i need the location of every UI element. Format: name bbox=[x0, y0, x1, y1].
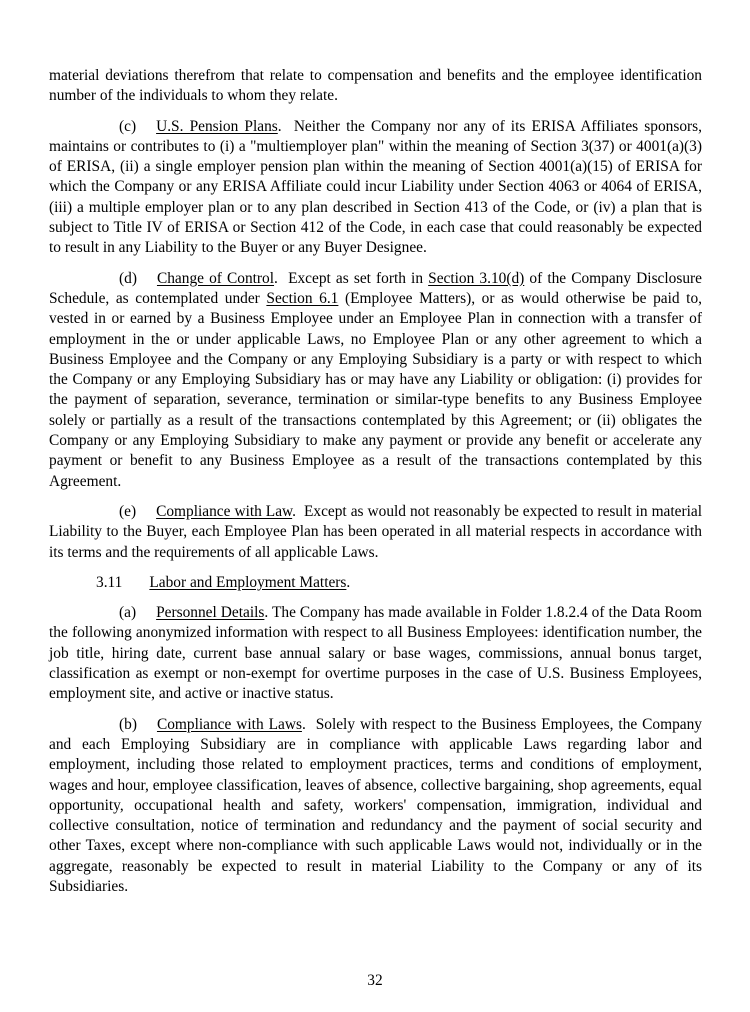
clause-body: . Solely with respect to the Business Employees, the Company and each Employing Subsidiary are in compliance with applicable Laws regarding labor and employment, including those related to employment practices, terms and conditions of employment, wages and hour, employee classification, leaves of absence, collective bargaining, shop agreements, equal opportunity, occupational health and safety, workers' compensation, immigration, individual and collective consultation, notice of termination and redundancy and the payment of social security and other Taxes, except where non-compliance with such applicable Laws would not, individually or in the aggregate, reasonably be expected to result in material Liability to the Company or any of its Subsidiaries. bbox=[49, 715, 702, 895]
clause-heading: Personnel Details bbox=[156, 604, 265, 622]
paragraph-text: material deviations therefrom that relate to compensation and benefits and the employee identification number of the individuals to whom they relate. bbox=[49, 67, 702, 105]
paragraph-b bbox=[49, 715, 702, 898]
section-number: 3.11 bbox=[96, 573, 123, 591]
clause-heading: U.S. Pension Plans bbox=[156, 117, 278, 135]
page-footer bbox=[0, 971, 750, 991]
paragraph-e bbox=[49, 502, 702, 563]
clause-body: . Neither the Company nor any of its ERISA Affiliates sponsors, maintains or contributes to (i) a "multiemployer plan" within the meaning of Section 3(37) or 4001(a)(3) of ERISA, (ii) a single employer pension plan within the meaning of Section 4001(a)(15) of ERISA for which the Company or any ERISA Affiliate could incur Liability under Section 4063 or 4064 of ERISA, (iii) a multiple employer plan or to any plan described in Section 413 of the Code, or (iv) a plan that is subject to Title IV of ERISA or Section 412 of the Code, in each case that could reasonably be expected to result in any Liability to the Buyer or any Buyer Designee. bbox=[49, 117, 702, 257]
clause-body: . Except as would not reasonably be expected to result in material Liability to the Buyer, each Employee Plan has been operated in all material respects in accordance with its terms and the requirements of all applicable Laws. bbox=[49, 502, 702, 561]
section-reference: Section 3.10(d) bbox=[428, 269, 525, 287]
clause-heading: Compliance with Law bbox=[156, 502, 293, 520]
clause-body: . Except as set forth in bbox=[274, 269, 429, 287]
clause-heading: Compliance with Laws bbox=[156, 715, 302, 733]
paragraph-c bbox=[49, 117, 702, 259]
clause-label: (a) bbox=[119, 604, 137, 622]
clause-heading: Change of Control bbox=[156, 269, 275, 287]
paragraph-continuation bbox=[49, 66, 702, 107]
section-title-period: . bbox=[346, 573, 351, 591]
paragraph-a bbox=[49, 603, 702, 704]
clause-label: (c) bbox=[119, 117, 137, 135]
page-number: 32 bbox=[367, 972, 383, 989]
clause-body: (Employee Matters), or as would otherwise be paid to, vested in or earned by a Business Employee under an Employee Plan in connection with a transfer of employment in the or under applicable Laws, no Employee Plan or any other agreement to which a Business Employee and the Company or any Employing Subsidiary is a party or with respect to which the Company or any Employing Subsidiary has or may have any Liability or obligation: (i) provides for the payment of separation, severance, termination or similar-type benefits to any Business Employee solely or partially as a result of the transactions contemplated by this Agreement; or (ii) obligates the Company or any Employing Subsidiary to make any payment or provide any benefit or accelerate any payment or benefit to any Business Employee as a result of the transactions contemplated by this Agreement. bbox=[49, 289, 702, 490]
clause-label: (b) bbox=[119, 715, 137, 733]
section-heading-3-11 bbox=[49, 573, 702, 593]
page-content bbox=[49, 66, 702, 907]
section-reference: Section 6.1 bbox=[266, 289, 339, 307]
clause-label: (e) bbox=[119, 502, 137, 520]
clause-label: (d) bbox=[119, 269, 137, 287]
clause-body: . The Company has made available in Folder 1.8.2.4 of the Data Room the following anonymized information with respect to all Business Employees: identification number, the job title, hiring date, current base annual salary or base wages, commissions, annual bonus target, classification as exempt or non-exempt for overtime purposes in the case of U.S. Business Employees, employment site, and active or inactive status. bbox=[49, 604, 703, 703]
clause-body: of the Company Disclosure Schedule, as contemplated under bbox=[49, 269, 703, 307]
paragraph-d bbox=[49, 269, 702, 492]
section-title: Labor and Employment Matters bbox=[149, 573, 347, 591]
